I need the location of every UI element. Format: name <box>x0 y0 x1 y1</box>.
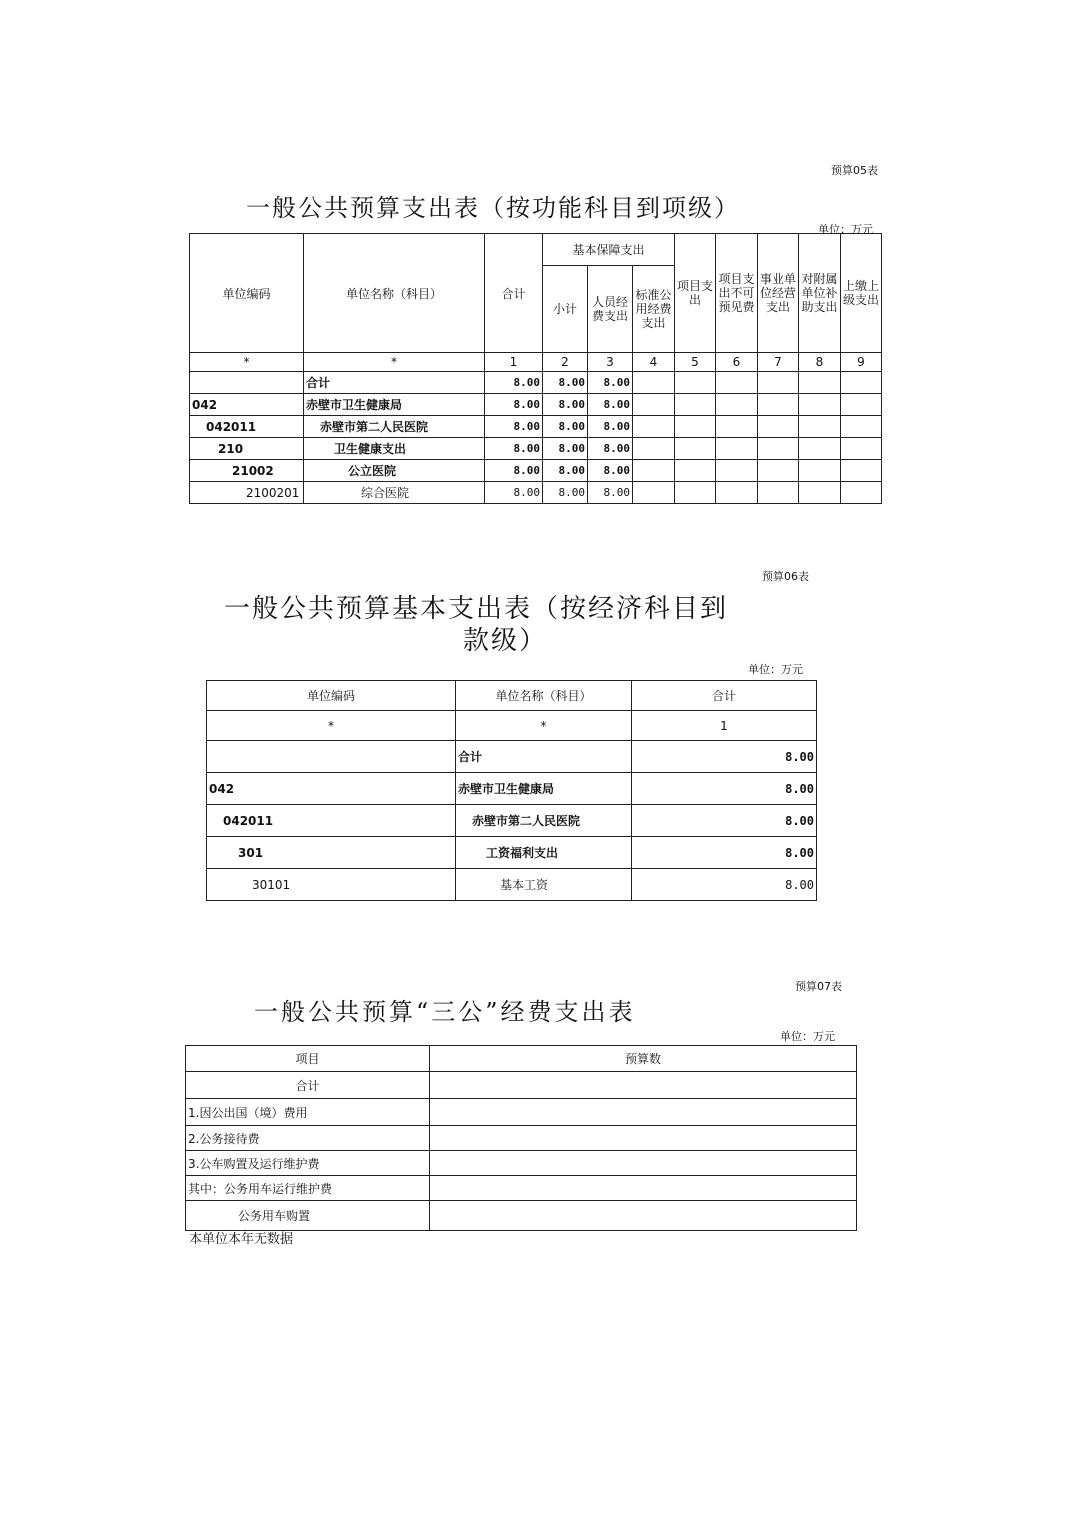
header-total: 合计 <box>632 681 817 711</box>
header-public: 标准公用经费支出 <box>633 266 675 353</box>
table-row: 公务用车购置 <box>186 1201 857 1231</box>
table-row: 30101 基本工资 8.00 <box>207 869 817 901</box>
table-row: 042 赤壁市卫生健康局 8.00 <box>207 773 817 805</box>
table-row: 3.公车购置及运行维护费 <box>186 1151 857 1176</box>
header-subsidy: 对附属单位补助支出 <box>799 234 841 353</box>
index-row: * * 1 <box>207 711 817 741</box>
table-row: 042011 赤壁市第二人民医院 8.00 <box>207 805 817 837</box>
table06-title-line2: 款级） <box>463 626 548 656</box>
table-row: 042 赤壁市卫生健康局 8.00 8.00 8.00 <box>190 394 882 416</box>
table-row: 2100201 综合医院 8.00 8.00 8.00 <box>190 482 882 504</box>
table-row: 210 卫生健康支出 8.00 8.00 8.00 <box>190 438 882 460</box>
table-row: 合计 8.00 8.00 8.00 <box>190 372 882 394</box>
table-row: 合计 8.00 <box>207 741 817 773</box>
table05-title: 一般公共预算支出表（按功能科目到项级） <box>246 194 740 222</box>
table06 <box>206 680 817 901</box>
table07-note: 本单位本年无数据 <box>189 1232 294 1247</box>
table05-tag: 预算05表 <box>831 164 878 177</box>
header-unforeseen: 项目支出不可预见费 <box>716 234 758 353</box>
table-row: 2.公务接待费 <box>186 1126 857 1151</box>
table-row: 合计 <box>186 1072 857 1099</box>
header-code: 单位编码 <box>207 681 456 711</box>
header-upper: 上缴上级支出 <box>841 234 882 353</box>
table05-unit: 单位：万元 <box>818 223 873 236</box>
table07 <box>185 1045 857 1231</box>
index-row: * * 1 2 3 4 5 6 7 8 9 <box>190 353 882 372</box>
table07-tag: 预算07表 <box>795 980 842 993</box>
header-code: 单位编码 <box>190 234 304 353</box>
table07-unit: 单位：万元 <box>780 1030 835 1043</box>
header-budget: 预算数 <box>430 1046 857 1072</box>
header-item: 项目 <box>186 1046 430 1072</box>
header-personnel: 人员经费支出 <box>588 266 633 353</box>
table-row: 21002 公立医院 8.00 8.00 8.00 <box>190 460 882 482</box>
header-project: 项目支出 <box>675 234 716 353</box>
header-name: 单位名称（科目） <box>304 234 485 353</box>
table-row: 1.因公出国（境）费用 <box>186 1099 857 1126</box>
header-total: 合计 <box>485 234 543 353</box>
table-row: 042011 赤壁市第二人民医院 8.00 8.00 8.00 <box>190 416 882 438</box>
header-subtotal: 小计 <box>543 266 588 353</box>
header-basic: 基本保障支出 <box>543 234 675 266</box>
table-row: 301 工资福利支出 8.00 <box>207 837 817 869</box>
table05 <box>189 233 882 504</box>
header-business: 事业单位经营支出 <box>758 234 799 353</box>
table-row: 其中：公务用车运行维护费 <box>186 1176 857 1201</box>
table06-title-line1: 一般公共预算基本支出表（按经济科目到 <box>224 594 729 624</box>
table06-unit: 单位：万元 <box>748 663 803 676</box>
header-name: 单位名称（科目） <box>456 681 632 711</box>
table07-title: 一般公共预算“三公”经费支出表 <box>254 998 636 1026</box>
table06-tag: 预算06表 <box>762 570 809 583</box>
